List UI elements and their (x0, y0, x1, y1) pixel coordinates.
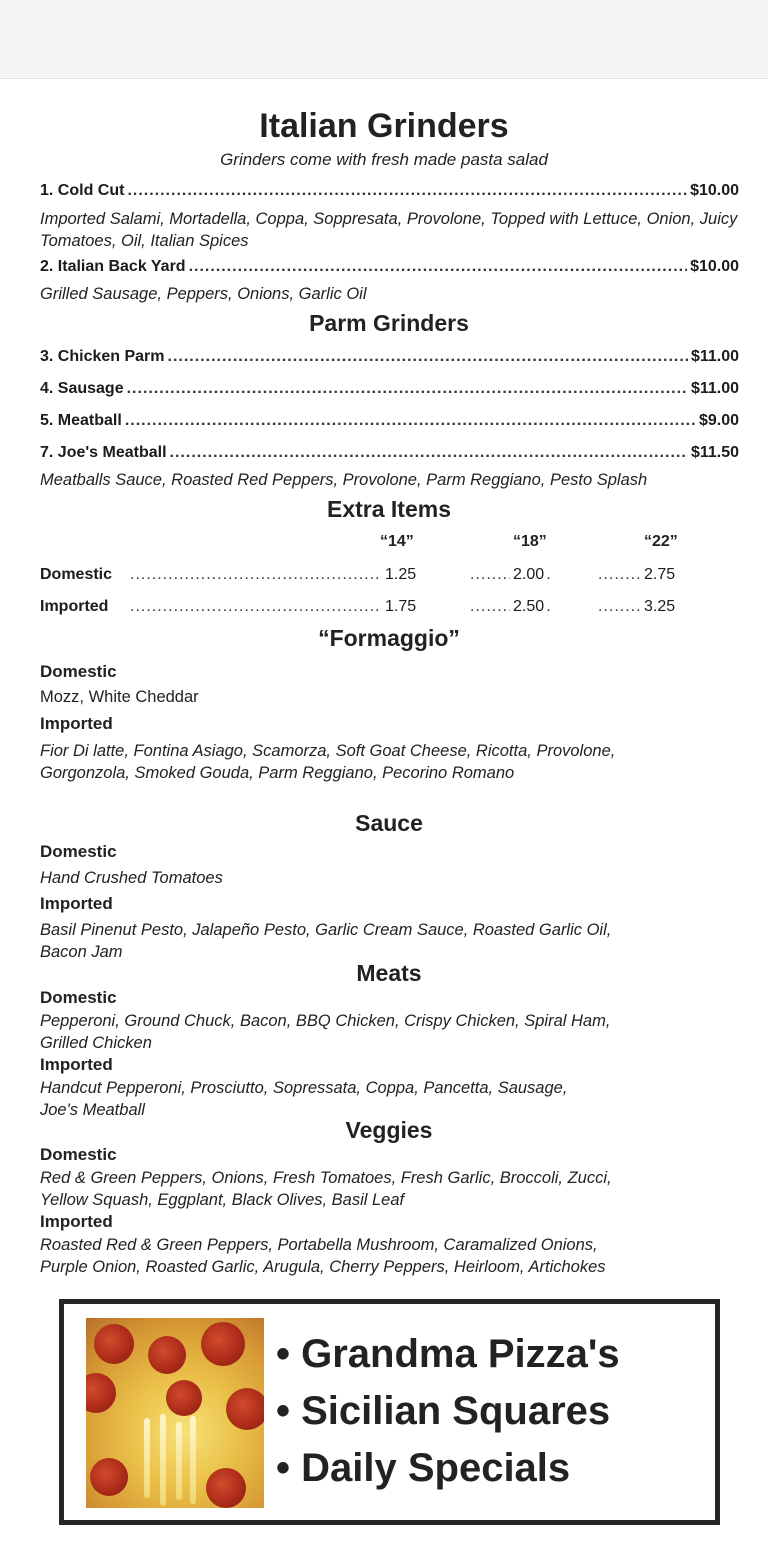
formaggio-domestic-list: Mozz, White Cheddar (40, 688, 199, 706)
size-header-14: “14” (380, 533, 414, 550)
pepperoni-slice (86, 1373, 116, 1413)
item-price: $11.00 (690, 380, 739, 397)
item-name: 5. Meatball (40, 412, 122, 429)
item-name: 4. Sausage (40, 380, 124, 397)
cheese-strand (160, 1414, 166, 1506)
menu-item-chicken-parm (40, 348, 739, 366)
price-22: 3.25 (641, 598, 678, 616)
section-title-extra-items: Extra Items (326, 496, 451, 522)
pepperoni-slice (166, 1380, 202, 1416)
extra-row-label: Imported (40, 598, 112, 616)
veggies-imported-label: Imported (40, 1212, 113, 1231)
promo-box (59, 1299, 720, 1525)
leader-dots (127, 182, 687, 200)
page-subtitle: Grinders come with fresh made pasta salad (220, 150, 548, 169)
pepperoni-slice (201, 1322, 245, 1366)
sauce-domestic-list: Hand Crushed Tomatoes (40, 869, 223, 887)
extra-row-domestic (40, 566, 690, 588)
pepperoni-slice (206, 1468, 246, 1508)
item-name: 1. Cold Cut (40, 182, 125, 199)
item-name: 2. Italian Back Yard (40, 258, 186, 275)
item-name: 3. Chicken Parm (40, 348, 165, 365)
item-price: $11.00 (690, 348, 739, 365)
leader-dots (125, 412, 696, 430)
menu-item-meatball (40, 412, 739, 430)
section-title-formaggio: “Formaggio” (318, 625, 460, 651)
leader-dots (189, 258, 688, 276)
meats-imported-list: Handcut Pepperoni, Prosciutto, Sopressata, Coppa, Pancetta, Sausage, (40, 1079, 568, 1097)
item-name: 7. Joe's Meatball (40, 444, 167, 461)
item-price: $10.00 (690, 182, 739, 199)
menu-item-joes-meatball (40, 444, 739, 462)
pepperoni-slice (148, 1336, 186, 1374)
section-title-sauce: Sauce (355, 810, 423, 836)
sauce-imported-label: Imported (40, 894, 113, 913)
section-title-veggies: Veggies (345, 1117, 433, 1143)
section-title-parm-grinders: Parm Grinders (309, 310, 469, 336)
formaggio-imported-list-cont: Gorgonzola, Smoked Gouda, Parm Reggiano, Pecorino Romano (40, 764, 515, 782)
extra-row-imported (40, 598, 690, 620)
meats-domestic-list-cont: Grilled Chicken (40, 1034, 152, 1052)
menu-item-sausage (40, 380, 739, 398)
leader-dots (130, 566, 420, 584)
pizza-photo (86, 1318, 264, 1508)
sauce-imported-list-cont: Bacon Jam (40, 943, 123, 961)
cheese-strand (176, 1422, 182, 1500)
size-header-18: “18” (513, 533, 547, 550)
formaggio-imported-label: Imported (40, 714, 113, 733)
leader-dots (168, 348, 688, 366)
section-title-meats: Meats (356, 960, 422, 986)
sauce-domestic-label: Domestic (40, 842, 117, 861)
veggies-imported-list-cont: Purple Onion, Roasted Garlic, Arugula, Cherry Peppers, Heirloom, Artichokes (40, 1258, 606, 1276)
leader-dots (170, 444, 688, 462)
sauce-imported-list: Basil Pinenut Pesto, Jalapeño Pesto, Garlic Cream Sauce, Roasted Garlic Oil, (40, 921, 612, 939)
pepperoni-slice (94, 1324, 134, 1364)
veggies-domestic-list: Red & Green Peppers, Onions, Fresh Tomatoes, Fresh Garlic, Broccoli, Zucci, (40, 1169, 612, 1187)
item-price: $10.00 (690, 258, 739, 275)
meats-domestic-list: Pepperoni, Ground Chuck, Bacon, BBQ Chicken, Crispy Chicken, Spiral Ham, (40, 1012, 611, 1030)
meats-domestic-label: Domestic (40, 988, 117, 1007)
item-price: $9.00 (698, 412, 739, 429)
formaggio-imported-list: Fior Di latte, Fontina Asiago, Scamorza, Soft Goat Cheese, Ricotta, Provolone, (40, 742, 616, 760)
promo-line-daily-specials: • Daily Specials (276, 1446, 571, 1490)
menu-item-italian-back-yard (40, 258, 739, 276)
meats-imported-label: Imported (40, 1055, 113, 1074)
leader-dots (130, 598, 420, 616)
cheese-strand (144, 1418, 150, 1498)
veggies-imported-list: Roasted Red & Green Peppers, Portabella Mushroom, Caramalized Onions, (40, 1236, 598, 1254)
item-price: $11.50 (690, 444, 739, 461)
meats-imported-list-cont: Joe's Meatball (40, 1101, 145, 1119)
cheese-strand (190, 1416, 196, 1504)
veggies-domestic-list-cont: Yellow Squash, Eggplant, Black Olives, Basil Leaf (40, 1191, 405, 1209)
item-description: Imported Salami, Mortadella, Coppa, Soppresata, Provolone, Topped with Lettuce, Onion, Juicy Tomatoes, Oil, Italian Spices (40, 210, 738, 250)
price-18: 2.50 (510, 598, 547, 616)
item-description: Meatballs Sauce, Roasted Red Peppers, Provolone, Parm Reggiano, Pesto Splash (40, 471, 648, 489)
pepperoni-slice (90, 1458, 128, 1496)
leader-dots (127, 380, 688, 398)
menu-item-cold-cut (40, 182, 739, 200)
price-14: 1.75 (382, 598, 419, 616)
price-22: 2.75 (641, 566, 678, 584)
promo-line-sicilian-squares: • Sicilian Squares (276, 1389, 611, 1433)
extra-row-label: Domestic (40, 566, 116, 584)
page-title: Italian Grinders (259, 107, 509, 145)
promo-list (276, 1326, 620, 1497)
pepperoni-slice (226, 1388, 264, 1430)
veggies-domestic-label: Domestic (40, 1145, 117, 1164)
formaggio-domestic-label: Domestic (40, 662, 117, 681)
size-header-22: “22” (644, 533, 678, 550)
promo-line-grandma-pizza: • Grandma Pizza's (276, 1332, 620, 1376)
price-14: 1.25 (382, 566, 419, 584)
item-description: Grilled Sausage, Peppers, Onions, Garlic Oil (40, 285, 367, 303)
price-18: 2.00 (510, 566, 547, 584)
